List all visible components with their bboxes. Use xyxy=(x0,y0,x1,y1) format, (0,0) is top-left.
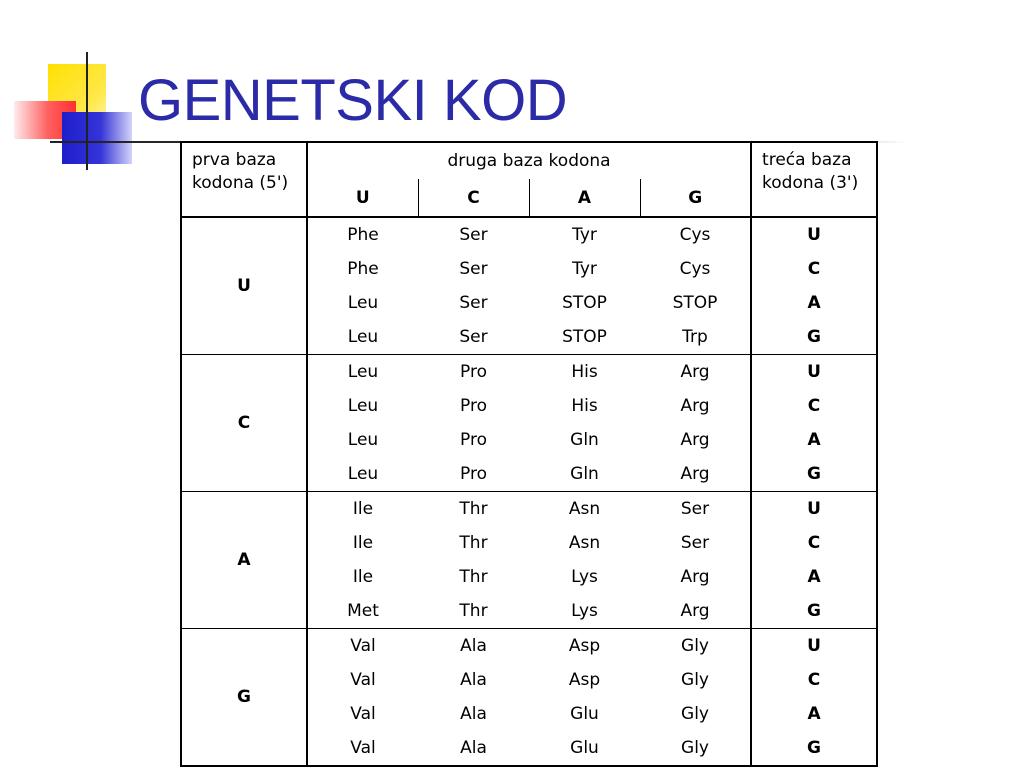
third-base-label: U xyxy=(751,492,877,527)
amino-acid-cell: Leu xyxy=(307,355,418,390)
amino-acid-cell: Asp xyxy=(568,670,601,690)
amino-acid-cell: STOP xyxy=(640,286,751,320)
amino-acid-cell: Leu xyxy=(307,423,418,457)
amino-acid-cell: Val xyxy=(307,663,418,697)
amino-acid-cell: Ser xyxy=(459,259,488,279)
header-row xyxy=(181,142,877,179)
amino-acid-cell: Leu xyxy=(307,389,418,423)
amino-acid-cell: Ser xyxy=(459,225,488,245)
amino-acid-cell: Asp xyxy=(568,636,601,656)
amino-acid-cell: Pro xyxy=(460,362,487,382)
amino-acid-cell: Ala xyxy=(460,704,487,724)
decor-vertical-line xyxy=(86,52,88,170)
amino-acid-cell: Asn xyxy=(568,533,601,553)
amino-acid-cell: STOP xyxy=(529,320,640,355)
amino-acid-cell: Ile xyxy=(307,526,418,560)
amino-acid-cell: Asn xyxy=(568,499,601,519)
amino-acid-cell: Ile xyxy=(307,560,418,594)
second-base-label: A xyxy=(529,179,640,217)
amino-acid-cell: Arg xyxy=(640,457,751,492)
amino-acid-cell: Arg xyxy=(640,423,751,457)
amino-acid-cell: His xyxy=(571,396,598,416)
amino-acid-cell: Ile xyxy=(307,492,418,527)
amino-acid-cell: Ala xyxy=(460,636,487,656)
amino-acid-cell: Phe xyxy=(307,217,418,252)
amino-acid-cell: Ala xyxy=(460,670,487,690)
amino-acid-cell: Cys xyxy=(640,252,751,286)
third-base-label: U xyxy=(751,217,877,252)
codon-row xyxy=(181,492,877,527)
amino-acid-cell: Gly xyxy=(640,697,751,731)
decor-blue-square xyxy=(62,112,132,164)
amino-acid-cell: Arg xyxy=(640,560,751,594)
amino-acid-cell: Pro xyxy=(418,457,529,492)
amino-acid-cell: Val xyxy=(307,629,418,664)
third-base-label: C xyxy=(751,663,877,697)
amino-acid-cell: His xyxy=(571,362,598,382)
genetic-code-table xyxy=(180,141,878,767)
first-base-label: C xyxy=(181,355,307,492)
third-base-header: treća baza kodona (3') xyxy=(751,142,877,217)
second-base-label: U xyxy=(307,179,418,217)
amino-acid-cell: Ala xyxy=(418,731,529,766)
amino-acid-cell: Cys xyxy=(640,217,751,252)
amino-acid-cell: Lys xyxy=(529,594,640,629)
amino-acid-cell: Trp xyxy=(640,320,751,355)
amino-acid-cell: Thr xyxy=(459,499,488,519)
amino-acid-cell: Ser xyxy=(640,492,751,527)
third-base-label: G xyxy=(751,594,877,629)
slide-title: GENETSKI KOD xyxy=(138,68,568,133)
amino-acid-cell: Leu xyxy=(307,457,418,492)
third-base-label: G xyxy=(751,731,877,766)
amino-acid-cell: Arg xyxy=(640,389,751,423)
amino-acid-cell: Val xyxy=(307,731,418,766)
third-base-label: A xyxy=(751,697,877,731)
third-base-label: C xyxy=(751,252,877,286)
amino-acid-cell: Glu xyxy=(529,731,640,766)
third-base-label: C xyxy=(751,526,877,560)
amino-acid-cell: Tyr xyxy=(572,259,597,279)
amino-acid-cell: Gly xyxy=(640,629,751,664)
amino-acid-cell: Thr xyxy=(418,594,529,629)
amino-acid-cell: Arg xyxy=(640,355,751,390)
amino-acid-cell: Ser xyxy=(418,320,529,355)
second-base-label: C xyxy=(418,179,529,217)
amino-acid-cell: Phe xyxy=(307,252,418,286)
third-base-label: A xyxy=(751,560,877,594)
third-base-label: U xyxy=(751,629,877,664)
amino-acid-cell: Gly xyxy=(640,731,751,766)
amino-acid-cell: Arg xyxy=(640,594,751,629)
second-base-label: G xyxy=(640,179,751,217)
amino-acid-cell: Gly xyxy=(640,663,751,697)
third-base-label: G xyxy=(751,457,877,492)
amino-acid-cell: Glu xyxy=(570,704,599,724)
first-base-label: G xyxy=(181,629,307,767)
first-base-label: A xyxy=(181,492,307,629)
amino-acid-cell: Val xyxy=(307,697,418,731)
amino-acid-cell: Ser xyxy=(640,526,751,560)
amino-acid-cell: Pro xyxy=(460,396,487,416)
amino-acid-cell: Thr xyxy=(459,567,488,587)
third-base-label: G xyxy=(751,320,877,355)
amino-acid-cell: Pro xyxy=(460,430,487,450)
amino-acid-cell: STOP xyxy=(562,293,607,313)
third-base-label: C xyxy=(751,389,877,423)
third-base-label: U xyxy=(751,355,877,390)
codon-row xyxy=(181,629,877,664)
amino-acid-cell: Thr xyxy=(459,533,488,553)
first-base-header: prva baza kodona (5') xyxy=(181,142,307,217)
amino-acid-cell: Leu xyxy=(307,286,418,320)
amino-acid-cell: Lys xyxy=(571,567,598,587)
codon-row xyxy=(181,355,877,390)
amino-acid-cell: Tyr xyxy=(572,225,597,245)
third-base-label: A xyxy=(751,286,877,320)
amino-acid-cell: Met xyxy=(307,594,418,629)
amino-acid-cell: Gln xyxy=(529,457,640,492)
third-base-label: A xyxy=(751,423,877,457)
codon-row xyxy=(181,217,877,252)
first-base-label: U xyxy=(181,217,307,355)
amino-acid-cell: Leu xyxy=(307,320,418,355)
second-base-header: druga baza kodona xyxy=(307,142,751,179)
amino-acid-cell: Gln xyxy=(570,430,599,450)
amino-acid-cell: Ser xyxy=(459,293,488,313)
